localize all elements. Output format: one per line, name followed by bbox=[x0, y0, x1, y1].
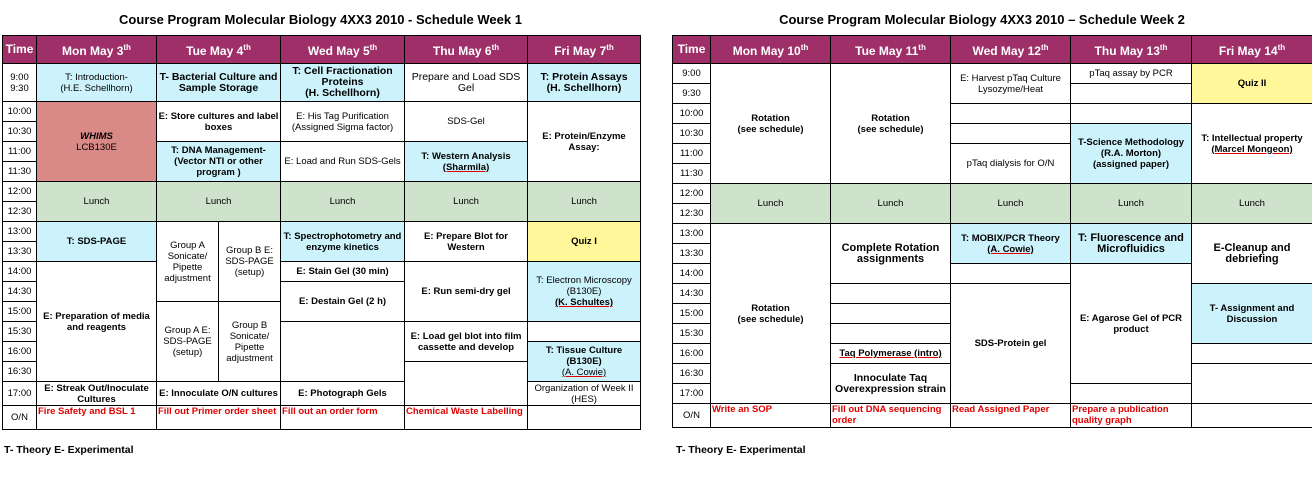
week1-header-row bbox=[3, 36, 641, 64]
time-cell: 10:00 bbox=[3, 102, 37, 122]
session-cell: Rotation (see schedule) bbox=[711, 224, 831, 404]
time-cell: 16:00 bbox=[3, 342, 37, 362]
lunch-cell: Lunch bbox=[405, 182, 528, 222]
day-header: Fri May 14th bbox=[1192, 36, 1312, 64]
quiz-cell: Quiz I bbox=[528, 222, 641, 262]
time-cell: 12:00 bbox=[673, 184, 711, 204]
lunch-cell: Lunch bbox=[157, 182, 281, 222]
day-header: Mon May 10th bbox=[711, 36, 831, 64]
session-cell: T: Introduction- (H.E. Schellhorn) bbox=[37, 64, 157, 102]
session-cell: E: His Tag Purification (Assigned Sigma factor) bbox=[281, 102, 405, 142]
session-cell: E: Agarose Gel of PCR product bbox=[1071, 264, 1192, 384]
time-cell: 14:00 bbox=[3, 262, 37, 282]
session-cell: T- Bacterial Culture and Sample Storage bbox=[157, 64, 281, 102]
week2-title: Course Program Molecular Biology 4XX3 2010 – Schedule Week 2 bbox=[779, 12, 1185, 27]
session-cell: Taq Polymerase (intro) bbox=[831, 344, 951, 364]
week1-schedule-table bbox=[2, 35, 641, 430]
session-cell: E: Preparation of media and reagents bbox=[37, 262, 157, 382]
legend: T- Theory E- Experimental bbox=[4, 444, 134, 456]
time-cell: 15:30 bbox=[673, 324, 711, 344]
time-cell: 14:30 bbox=[673, 284, 711, 304]
session-cell: E: Destain Gel (2 h) bbox=[281, 282, 405, 322]
session-cell: pTaq assay by PCR bbox=[1071, 64, 1192, 84]
overnight-cell: Fill out DNA sequencing order bbox=[831, 404, 951, 428]
time-cell: 14:00 bbox=[673, 264, 711, 284]
day-header: Thu May 13th bbox=[1071, 36, 1192, 64]
empty-cell bbox=[1071, 104, 1192, 124]
empty-cell bbox=[405, 362, 528, 406]
lunch-cell: Lunch bbox=[1192, 184, 1312, 224]
week2-header-row bbox=[673, 36, 1312, 64]
time-cell: O/N bbox=[3, 406, 37, 430]
session-cell: E: Protein/Enzyme Assay: bbox=[528, 102, 641, 182]
empty-cell bbox=[831, 304, 951, 324]
session-cell: E: Harvest pTaq Culture Lysozyme/Heat bbox=[951, 64, 1071, 104]
empty-cell bbox=[951, 104, 1071, 124]
time-header: Time bbox=[3, 36, 37, 64]
day-header: Tue May 4th bbox=[157, 36, 281, 64]
session-cell: pTaq dialysis for O/N bbox=[951, 144, 1071, 184]
empty-cell bbox=[1192, 364, 1312, 404]
empty-cell bbox=[951, 124, 1071, 144]
lunch-cell: Lunch bbox=[711, 184, 831, 224]
day-header: Wed May 5th bbox=[281, 36, 405, 64]
session-cell: Group A Sonicate/ Pipette adjustment bbox=[157, 222, 219, 302]
lunch-cell: Lunch bbox=[528, 182, 641, 222]
overnight-cell: Read Assigned Paper bbox=[951, 404, 1071, 428]
time-cell: 11:30 bbox=[3, 162, 37, 182]
empty-cell bbox=[528, 322, 641, 342]
empty-cell bbox=[951, 264, 1071, 284]
legend: T- Theory E- Experimental bbox=[676, 444, 806, 456]
session-cell: T: Intellectual property (Marcel Mongeon) bbox=[1192, 104, 1312, 184]
lunch-cell: Lunch bbox=[951, 184, 1071, 224]
time-cell: 10:30 bbox=[3, 122, 37, 142]
week2-schedule-table bbox=[672, 35, 1312, 428]
time-cell: 12:30 bbox=[3, 202, 37, 222]
time-cell: 9:30 bbox=[673, 84, 711, 104]
day-header: Mon May 3th bbox=[37, 36, 157, 64]
time-cell: 13:00 bbox=[673, 224, 711, 244]
session-cell: E: Stain Gel (30 min) bbox=[281, 262, 405, 282]
time-cell: 17:00 bbox=[673, 384, 711, 404]
time-cell: 9:00 9:30 bbox=[3, 64, 37, 102]
session-cell: SDS-Gel bbox=[405, 102, 528, 142]
session-cell: WHIMS LCB130E bbox=[37, 102, 157, 182]
session-cell: T: Fluorescence and Microfluidics bbox=[1071, 224, 1192, 264]
session-cell: T: Electron Microscopy (B130E) (K. Schultes) bbox=[528, 262, 641, 322]
session-cell: T-Science Methodology (R.A. Morton) (assigned paper) bbox=[1071, 124, 1192, 184]
empty-cell bbox=[1192, 344, 1312, 364]
session-cell: Prepare and Load SDS Gel bbox=[405, 64, 528, 102]
session-cell: T: DNA Management- (Vector NTI or other program ) bbox=[157, 142, 281, 182]
time-cell: 14:30 bbox=[3, 282, 37, 302]
session-cell: Group B E: SDS-PAGE (setup) bbox=[219, 222, 281, 302]
session-cell: E: Run semi-dry gel bbox=[405, 262, 528, 322]
week1-title: Course Program Molecular Biology 4XX3 2010 - Schedule Week 1 bbox=[119, 12, 522, 27]
time-cell: 16:00 bbox=[673, 344, 711, 364]
session-cell: Rotation (see schedule) bbox=[831, 64, 951, 184]
time-cell: 17:00 bbox=[3, 382, 37, 406]
session-cell: T: Tissue Culture (B130E) (A. Cowie) bbox=[528, 342, 641, 382]
empty-cell bbox=[831, 324, 951, 344]
empty-cell bbox=[831, 284, 951, 304]
time-cell: 16:30 bbox=[3, 362, 37, 382]
lunch-cell: Lunch bbox=[1071, 184, 1192, 224]
empty-cell bbox=[1192, 404, 1312, 428]
empty-cell bbox=[281, 322, 405, 382]
time-cell: 15:00 bbox=[673, 304, 711, 324]
lunch-cell: Lunch bbox=[831, 184, 951, 224]
empty-cell bbox=[528, 406, 641, 430]
overnight-cell: Fire Safety and BSL 1 bbox=[37, 406, 157, 430]
day-header: Thu May 6th bbox=[405, 36, 528, 64]
overnight-cell: Chemical Waste Labelling bbox=[405, 406, 528, 430]
session-cell: T: MOBIX/PCR Theory (A. Cowie) bbox=[951, 224, 1071, 264]
time-cell: 11:00 bbox=[3, 142, 37, 162]
time-cell: 15:00 bbox=[3, 302, 37, 322]
time-cell: 13:00 bbox=[3, 222, 37, 242]
session-cell: Complete Rotation assignments bbox=[831, 224, 951, 284]
session-cell: E: Store cultures and label boxes bbox=[157, 102, 281, 142]
session-cell: E-Cleanup and debriefing bbox=[1192, 224, 1312, 284]
time-cell: 15:30 bbox=[3, 322, 37, 342]
session-cell: E: Innoculate O/N cultures bbox=[157, 382, 281, 406]
time-cell: 13:30 bbox=[673, 244, 711, 264]
session-cell: E: Load gel blot into film cassette and develop bbox=[405, 322, 528, 362]
time-cell: 12:30 bbox=[673, 204, 711, 224]
session-cell: T: Spectrophotometry and enzyme kinetics bbox=[281, 222, 405, 262]
time-header: Time bbox=[673, 36, 711, 64]
overnight-cell: Write an SOP bbox=[711, 404, 831, 428]
time-cell: O/N bbox=[673, 404, 711, 428]
session-cell: T: SDS-PAGE bbox=[37, 222, 157, 262]
session-cell: Group B Sonicate/ Pipette adjustment bbox=[219, 302, 281, 382]
session-cell: SDS-Protein gel bbox=[951, 284, 1071, 404]
day-header: Wed May 12th bbox=[951, 36, 1071, 64]
lunch-cell: Lunch bbox=[281, 182, 405, 222]
time-cell: 10:30 bbox=[673, 124, 711, 144]
session-cell: T- Assignment and Discussion bbox=[1192, 284, 1312, 344]
overnight-cell: Fill out an order form bbox=[281, 406, 405, 430]
session-cell: T: Western Analysis (Sharmila) bbox=[405, 142, 528, 182]
time-cell: 9:00 bbox=[673, 64, 711, 84]
quiz-cell: Quiz II bbox=[1192, 64, 1312, 104]
session-cell: T: Protein Assays (H. Schellhorn) bbox=[528, 64, 641, 102]
empty-cell bbox=[1071, 384, 1192, 404]
day-header: Tue May 11th bbox=[831, 36, 951, 64]
session-cell: E: Prepare Blot for Western bbox=[405, 222, 528, 262]
day-header: Fri May 7th bbox=[528, 36, 641, 64]
session-cell: E: Load and Run SDS-Gels bbox=[281, 142, 405, 182]
session-cell: Organization of Week II (HES) bbox=[528, 382, 641, 406]
time-cell: 13:30 bbox=[3, 242, 37, 262]
session-cell: Rotation (see schedule) bbox=[711, 64, 831, 184]
overnight-cell: Prepare a publication quality graph bbox=[1071, 404, 1192, 428]
time-cell: 11:30 bbox=[673, 164, 711, 184]
session-cell: Group A E: SDS-PAGE (setup) bbox=[157, 302, 219, 382]
time-cell: 10:00 bbox=[673, 104, 711, 124]
session-cell: E: Photograph Gels bbox=[281, 382, 405, 406]
session-cell: E: Streak Out/Inoculate Cultures bbox=[37, 382, 157, 406]
time-cell: 16:30 bbox=[673, 364, 711, 384]
session-cell: Innoculate Taq Overexpression strain bbox=[831, 364, 951, 404]
overnight-cell: Fill out Primer order sheet bbox=[157, 406, 281, 430]
lunch-cell: Lunch bbox=[37, 182, 157, 222]
time-cell: 11:00 bbox=[673, 144, 711, 164]
session-cell: T: Cell Fractionation Proteins (H. Schellhorn) bbox=[281, 64, 405, 102]
empty-cell bbox=[1071, 84, 1192, 104]
time-cell: 12:00 bbox=[3, 182, 37, 202]
